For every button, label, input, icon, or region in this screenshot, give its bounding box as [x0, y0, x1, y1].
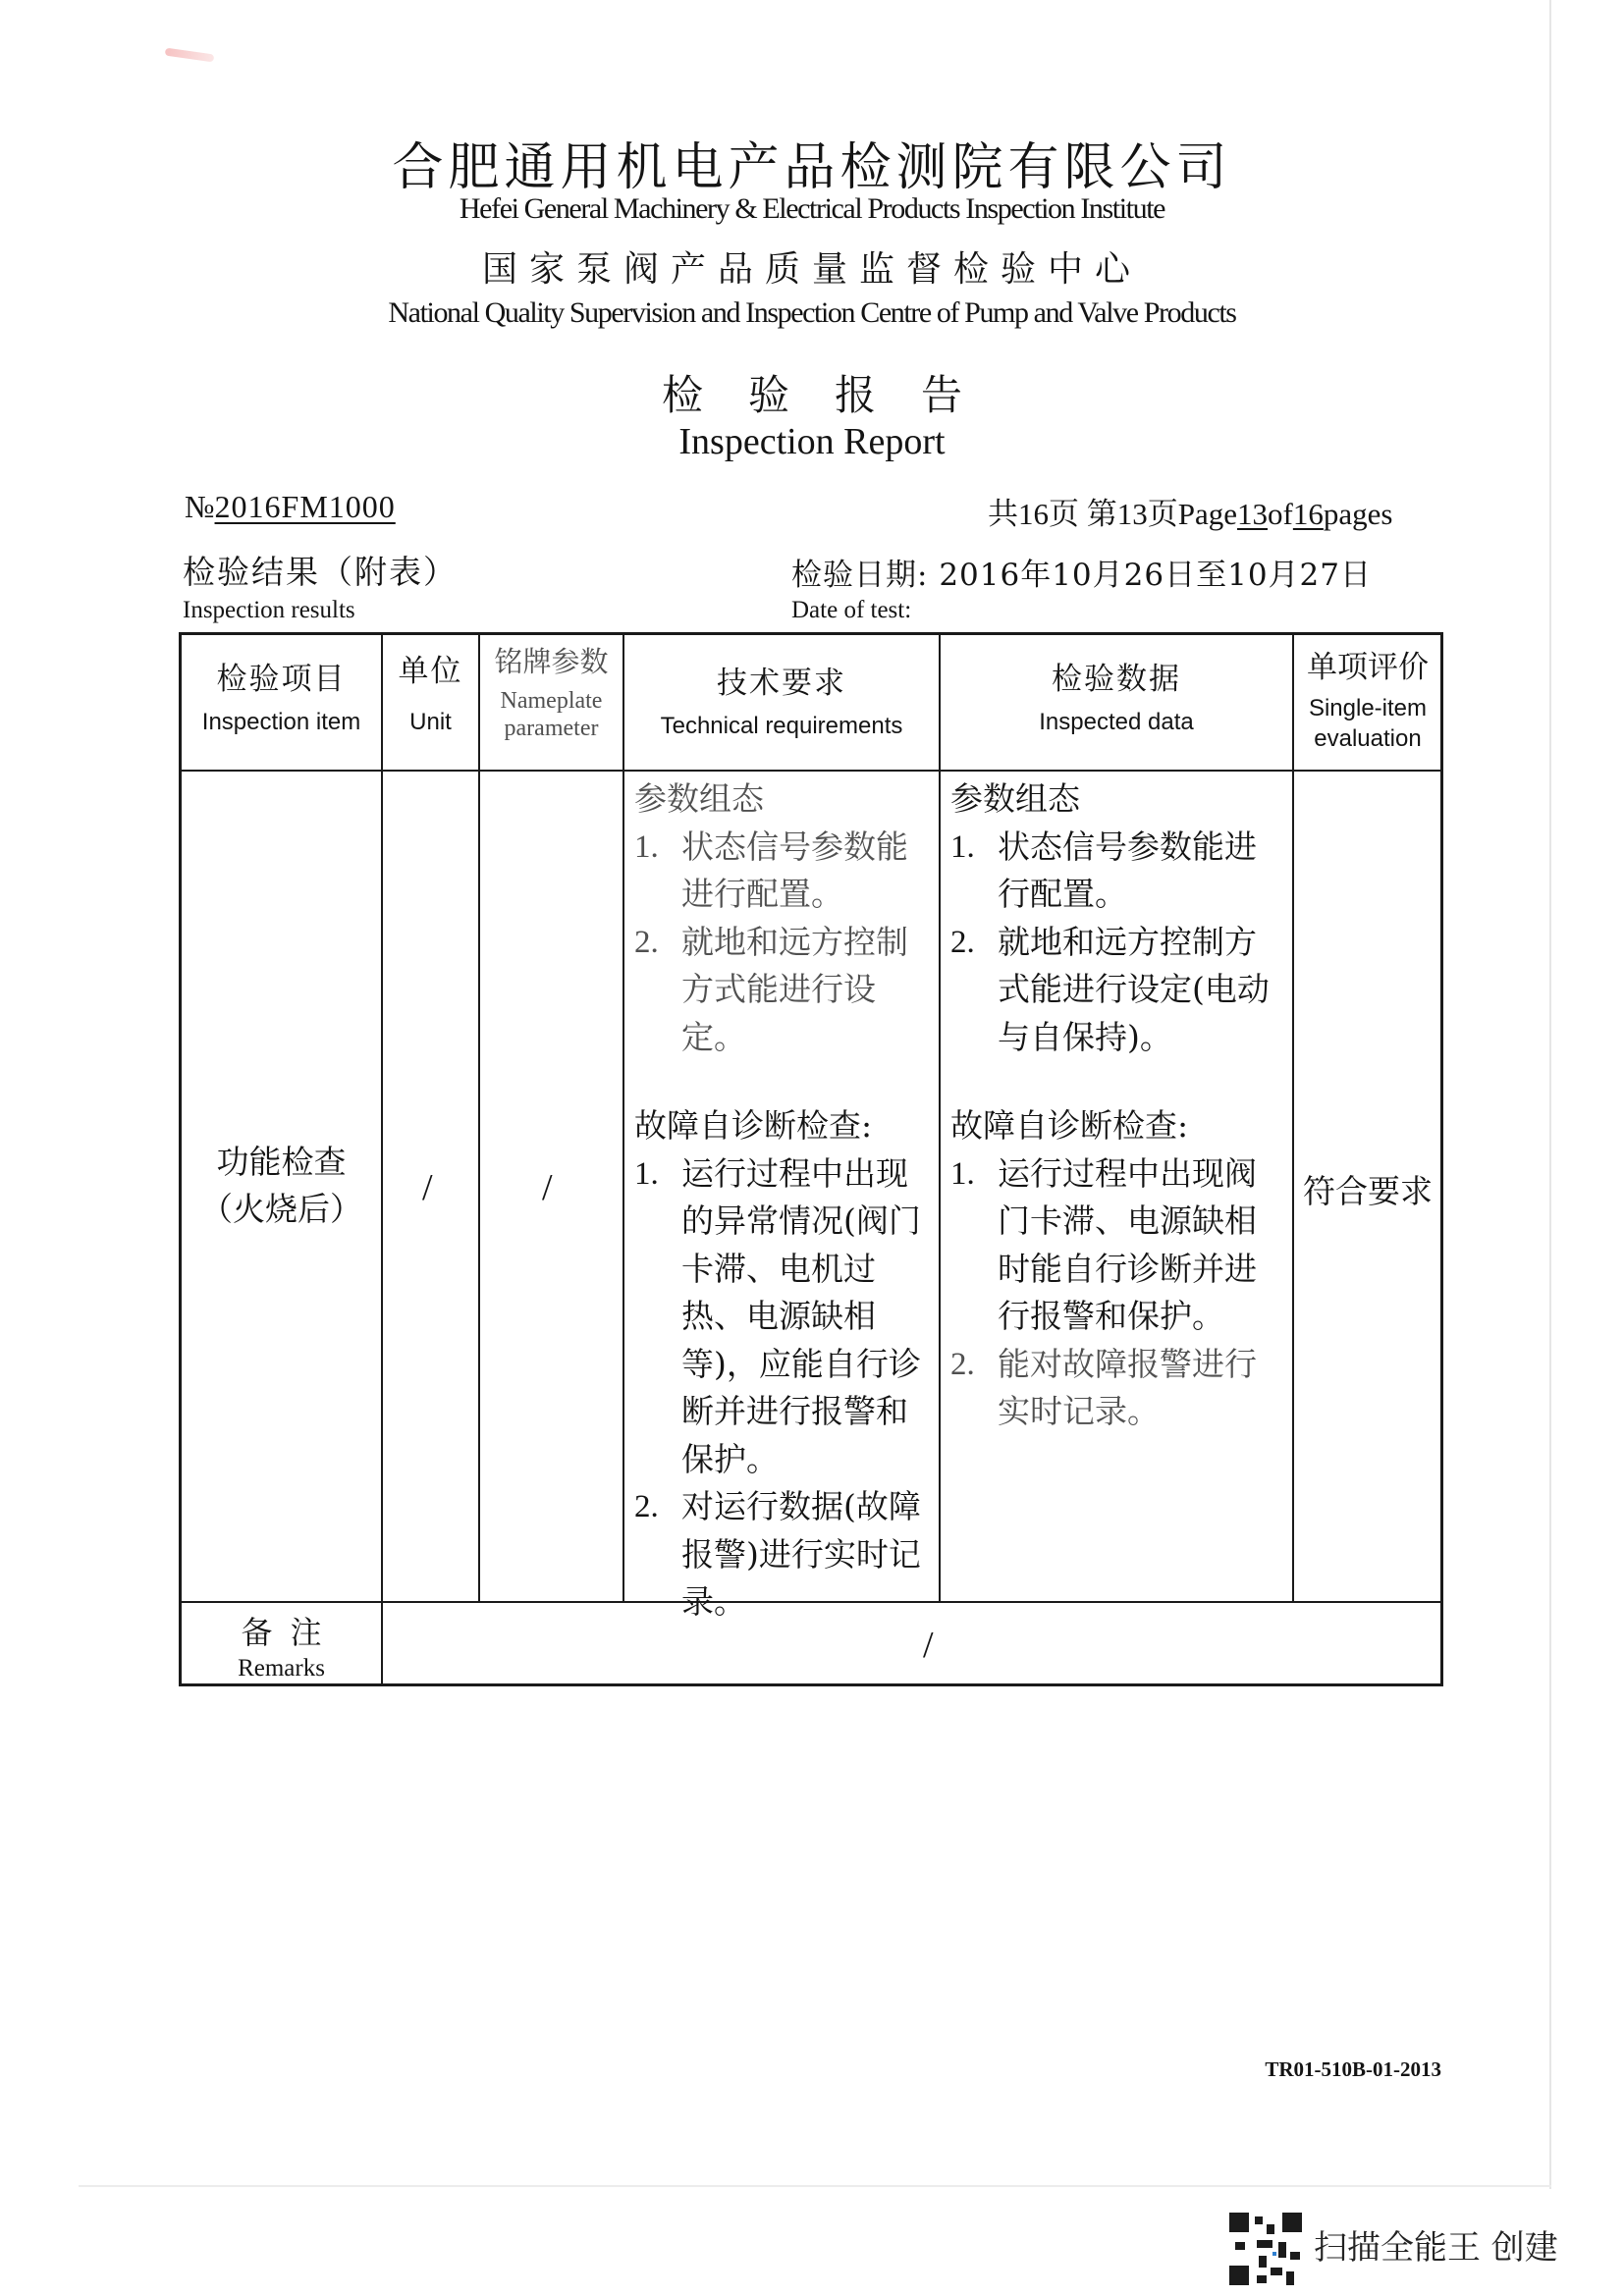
header-item-cn: 检验项目	[216, 662, 347, 697]
tech-section-1-item: 1. 状态信号参数能进行配置。	[634, 827, 908, 913]
results-title-en: Inspection results	[183, 597, 355, 623]
test-date-label: 检验日期:	[791, 558, 929, 593]
center-name-en: National Quality Supervision and Inspection Centre of Pump and Valve Products	[388, 296, 1236, 329]
technical-requirements-cell	[634, 775, 931, 1627]
page-word: Page	[1177, 497, 1238, 531]
header-nameplate	[480, 644, 623, 743]
tech-section-2-title: 故障自诊断检查:	[634, 1106, 873, 1145]
form-code: TR01-510B-01-2013	[1265, 2057, 1441, 2081]
header-unit	[383, 652, 478, 737]
inspection-item-name	[182, 1139, 381, 1233]
tech-section-1-list	[634, 824, 931, 1062]
scanner-watermark: 扫描全能王 创建	[1314, 2228, 1558, 2268]
page-edge-bottom	[79, 2185, 1551, 2187]
header-nameplate-en-1: Nameplate	[500, 687, 603, 714]
page-total: 16	[1292, 497, 1324, 531]
data-section-2-title: 故障自诊断检查:	[950, 1106, 1189, 1145]
column-divider-3	[623, 632, 624, 1601]
report-number	[185, 489, 396, 525]
tech-section-2-item: 2. 对运行数据(故障报警)进行实时记录。	[634, 1487, 921, 1621]
header-nameplate-en-2: parameter	[504, 716, 599, 742]
header-item-en: Inspection item	[201, 709, 361, 736]
unit-value: /	[422, 1167, 433, 1208]
page-of: of	[1268, 497, 1293, 531]
header-nameplate-cn: 铭牌参数	[494, 645, 609, 678]
data-section-2-item: 1. 运行过程中出现阀门卡滞、电源缺相时能自行诊断并进行报警和保护。	[950, 1153, 1257, 1335]
header-technical-requirements	[624, 664, 939, 741]
report-number-prefix: №	[185, 489, 215, 524]
remarks-value: /	[923, 1625, 934, 1666]
data-section-2-list	[950, 1150, 1284, 1436]
pages-word: pages	[1323, 497, 1393, 531]
column-divider-5	[1292, 632, 1294, 1601]
header-unit-cn: 单位	[398, 654, 463, 689]
data-section-1-item: 2. 就地和远方控制方式能进行设定(电动与自保持)。	[950, 922, 1270, 1056]
header-data-en: Inspected data	[1039, 709, 1194, 736]
column-divider-1	[381, 632, 383, 1686]
header-data-cn: 检验数据	[1052, 662, 1181, 697]
page-info	[988, 489, 1392, 533]
inspection-item-line-2: （火烧后）	[200, 1190, 362, 1228]
test-date-value: 2016年10月26日至10月27日	[939, 558, 1372, 593]
tech-section-2-item: 1. 运行过程中出现的异常情况(阀门卡滞、电机过热、电源缺相等)，应能自行诊断并进行报警和保护。	[634, 1153, 921, 1478]
remarks-label-cn: 备注	[241, 1614, 340, 1651]
report-title-en: Inspection Report	[678, 421, 946, 462]
column-divider-2	[478, 632, 480, 1601]
institute-name-cn: 合肥通用机电产品检测院有限公司	[392, 138, 1232, 197]
results-title-suffix: （附表）	[320, 553, 458, 591]
page-current-cn: 第13页	[1086, 497, 1178, 531]
header-tech-en: Technical requirements	[660, 713, 903, 740]
header-row-divider	[179, 770, 1443, 772]
header-eval-en-1: Single-item	[1308, 695, 1428, 722]
qr-code-icon	[1229, 2213, 1302, 2285]
tech-section-1-title: 参数组态	[634, 779, 764, 818]
data-section-2-item: 2. 能对故障报警进行实时记录。	[950, 1344, 1257, 1430]
header-eval-en-2: evaluation	[1314, 725, 1422, 753]
tech-section-1-item: 2. 就地和远方控制方式能进行设定。	[634, 922, 908, 1056]
results-title-cn	[183, 547, 458, 593]
header-tech-cn: 技术要求	[717, 666, 846, 701]
data-section-1-title: 参数组态	[950, 779, 1080, 818]
single-item-evaluation: 符合要求	[1303, 1172, 1433, 1210]
report-title-cn: 检验报告	[661, 371, 1007, 419]
inspected-data-cell	[950, 775, 1284, 1436]
test-date-cn	[791, 550, 1372, 594]
test-date-label-en: Date of test:	[791, 597, 912, 623]
column-divider-4	[939, 632, 941, 1601]
header-evaluation	[1294, 648, 1441, 755]
institute-name-en: Hefei General Machinery & Electrical Products Inspection Institute	[459, 192, 1165, 225]
tech-section-2-list	[634, 1150, 931, 1627]
corner-mark	[165, 48, 215, 63]
header-inspection-item	[182, 660, 381, 737]
data-section-1-item: 1. 状态信号参数能进行配置。	[950, 827, 1257, 913]
header-unit-en: Unit	[409, 709, 452, 736]
nameplate-value: /	[542, 1167, 553, 1208]
results-title-main: 检验结果	[183, 553, 320, 591]
data-section-1-list	[950, 824, 1284, 1062]
page-total-cn: 共16页	[988, 497, 1079, 531]
remarks-label-en: Remarks	[238, 1655, 325, 1682]
inspection-item-line-1: 功能检查	[216, 1143, 347, 1181]
page-current: 13	[1237, 497, 1269, 531]
header-eval-cn: 单项评价	[1307, 650, 1429, 685]
center-name-cn: 国家泵阀产品质量监督检验中心	[481, 249, 1142, 290]
header-inspected-data	[941, 660, 1292, 737]
report-number-value: 2016FM1000	[214, 489, 396, 524]
